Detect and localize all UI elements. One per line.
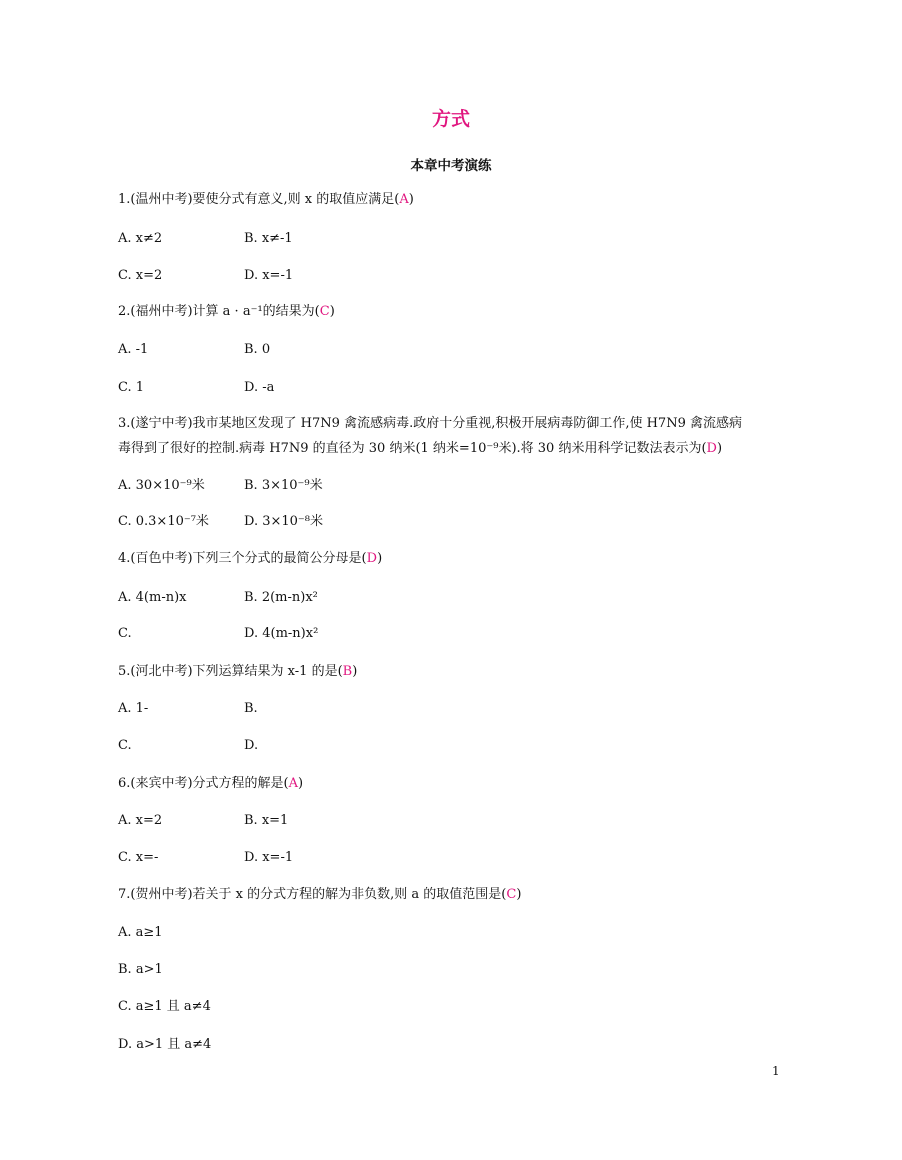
question-text: 7.(贺州中考)若关于 x 的分式方程的解为非负数,则 a 的取值范围是( bbox=[118, 887, 507, 902]
question-text: 1.(温州中考)要使分式有意义,则 x 的取值应满足( bbox=[118, 192, 400, 207]
option-b: B. bbox=[244, 701, 258, 716]
question-2 bbox=[118, 300, 335, 324]
close-paren: ) bbox=[329, 304, 335, 319]
question-text: 6.(来宾中考)分式方程的解是( bbox=[118, 776, 289, 791]
answer: B bbox=[342, 664, 353, 679]
option-c: C. 0.3×10⁻⁷米 bbox=[118, 514, 209, 529]
question-text: 2.(福州中考)计算 a · a⁻¹的结果为( bbox=[118, 304, 320, 319]
question-3-line-2 bbox=[118, 437, 722, 461]
answer: C bbox=[506, 887, 517, 902]
option-c: C. x=- bbox=[118, 850, 159, 865]
option-d: D. bbox=[244, 738, 259, 753]
close-paren: ) bbox=[352, 664, 358, 679]
page-number: 1 bbox=[772, 1064, 780, 1078]
question-1 bbox=[118, 188, 414, 212]
option-c: C. bbox=[118, 626, 132, 641]
close-paren: ) bbox=[516, 887, 522, 902]
option-b: B. x≠-1 bbox=[244, 231, 293, 246]
option-a: A. -1 bbox=[118, 342, 149, 357]
option-b: B. 0 bbox=[244, 342, 271, 357]
option-a: A. x≠2 bbox=[118, 231, 163, 246]
answer: A bbox=[399, 192, 409, 207]
option-d: D. 4(m-n)x² bbox=[244, 626, 319, 641]
option-a: A. 30×10⁻⁹米 bbox=[118, 478, 205, 493]
page-title: 方式 bbox=[431, 108, 470, 130]
option-b: B. x=1 bbox=[244, 813, 289, 828]
option-b: B. 2(m-n)x² bbox=[244, 590, 318, 605]
question-6 bbox=[118, 772, 303, 796]
option-a: A. 4(m-n)x bbox=[118, 590, 187, 605]
answer: A bbox=[288, 776, 299, 791]
answer: D bbox=[706, 441, 717, 456]
answer: D bbox=[366, 551, 378, 566]
option-c: C. 1 bbox=[118, 380, 145, 395]
option-c: C. x=2 bbox=[118, 268, 163, 283]
question-3-line-1: 3.(遂宁中考)我市某地区发现了 H7N9 禽流感病毒.政府十分重视,积极开展病毒防御工作,使 H7N9 禽流感病 bbox=[118, 416, 742, 431]
option-d: D. x=-1 bbox=[244, 850, 294, 865]
question-7 bbox=[118, 883, 521, 907]
close-paren: ) bbox=[716, 441, 723, 456]
question-text: 毒得到了很好的控制.病毒 H7N9 的直径为 30 纳米(1 纳米=10⁻⁹米).将 30 纳米用科学记数法表示为( bbox=[118, 441, 707, 456]
option-d: D. x=-1 bbox=[244, 268, 294, 283]
question-text: 4.(百色中考)下列三个分式的最简公分母是( bbox=[118, 551, 367, 566]
option-c: C. bbox=[118, 738, 132, 753]
option-a: A. x=2 bbox=[118, 813, 163, 828]
option-c: C. a≥1 且 a≠4 bbox=[118, 999, 211, 1014]
option-b: B. a>1 bbox=[118, 962, 163, 977]
answer: C bbox=[319, 304, 330, 319]
close-paren: ) bbox=[377, 551, 383, 566]
close-paren: ) bbox=[408, 192, 414, 207]
question-4 bbox=[118, 547, 382, 571]
option-d: D. 3×10⁻⁸米 bbox=[244, 514, 324, 529]
option-b: B. 3×10⁻⁹米 bbox=[244, 478, 323, 493]
close-paren: ) bbox=[298, 776, 304, 791]
option-a: A. 1- bbox=[118, 701, 149, 716]
option-d: D. -a bbox=[244, 380, 275, 395]
question-text: 5.(河北中考)下列运算结果为 x-1 的是( bbox=[118, 664, 343, 679]
option-d: D. a>1 且 a≠4 bbox=[118, 1037, 212, 1052]
question-5 bbox=[118, 660, 357, 684]
option-a: A. a≥1 bbox=[118, 925, 163, 940]
section-subtitle: 本章中考演练 bbox=[410, 158, 492, 174]
